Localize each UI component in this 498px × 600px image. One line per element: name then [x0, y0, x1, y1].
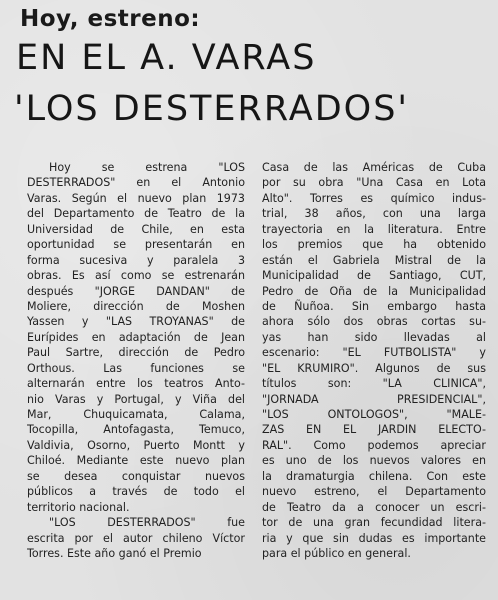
article-text-line: se desea conquistar nuevos [27, 469, 245, 483]
article-text-line: escenario: "EL FUTBOLISTA" y [262, 346, 486, 360]
article-text-line: Chiloé. Mediante este nuevo plan [27, 454, 245, 468]
headline-line-1: EN EL A. VARAS [16, 38, 317, 78]
article-text-line: territorio nacional. [27, 500, 130, 514]
article-text-line: ria y que sin dudas es importante [262, 531, 486, 545]
article-text-line: por su obra "Una Casa en Lota [262, 176, 486, 190]
article-text-line: "EL KRUMIRO". Algunos de sus [262, 361, 486, 375]
article-text-line: Moliere, dirección de Moshen [27, 299, 245, 313]
article-text-line: Universidad de Chile, en esta [27, 222, 245, 236]
article-text-line: Hoy se estrena "LOS [49, 161, 245, 174]
headline-line-2: 'LOS DESTERRADOS' [14, 89, 410, 129]
article-text-line: Municipalidad de Santiago, CUT, [262, 269, 486, 283]
article-text-line: "LOS DESTERRADOS" fue [49, 516, 245, 530]
article-text-line: Eurípides en adaptación de Jean [27, 330, 245, 344]
article-text-line: para el público en general. [262, 546, 411, 560]
article-text-line: Torres. Este año ganó el Premio [27, 546, 202, 560]
article-text-line: forma sucesiva y paralela 3 [27, 253, 245, 267]
article-column-left [27, 160, 245, 561]
kicker: Hoy, estreno: [20, 6, 201, 32]
article-text-line: oportunidad se presentarán en [27, 238, 245, 252]
article-text-line: Orthous. Las funciones se [27, 361, 245, 375]
article-text-line: están el Gabriela Mistral de la [262, 253, 486, 267]
article-text-line: Paul Sartre, dirección de Pedro [27, 346, 245, 360]
article-text-line: Casa de las Américas de Cuba [262, 161, 486, 174]
article-text-line: trial, 38 años, con una larga [262, 207, 486, 221]
article-text-line: de Ñuñoa. Sin embargo hasta [262, 299, 486, 313]
article-text-line: Yassen y "LAS TROYANAS" de [27, 315, 245, 329]
article-text-line: ahora sólo dos obras cortas su- [262, 315, 486, 329]
article-text-line: nuevo estreno, el Departamento [262, 485, 486, 499]
article-text-line: del Departamento de Teatro de la [27, 207, 245, 221]
article-text-line: es uno de los nuevos valores en [262, 454, 486, 468]
article-text-line: obras. Es así como se estrenarán [27, 269, 245, 283]
article-text-line: ZAS EN EL JARDIN ELECTO- [262, 423, 486, 437]
article-text-line: "JORNADA PRESIDENCIAL", [262, 392, 486, 406]
article-text-line: Alto". Torres es químico indus- [262, 191, 486, 205]
article-text-line: escrita por el autor chileno Víctor [27, 531, 245, 545]
article-text-line: los premios que ha obtenido [262, 238, 486, 252]
article-text-line: alternarán entre los teatros Anto- [27, 377, 245, 391]
article-text-line: la dramaturgia chilena. Con este [262, 469, 486, 483]
article-text-line: después "JORGE DANDAN" de [27, 284, 245, 298]
article-text-line: Pedro de Oña de la Municipalidad [262, 284, 486, 298]
article-text-line: Valdivia, Osorno, Puerto Montt y [27, 438, 245, 452]
article-text-line: Varas. Según el nuevo plan 1973 [27, 191, 245, 205]
article-text-line: yas han sido llevadas al [262, 330, 486, 344]
article-text-line: "LOS ONTOLOGOS", "MALE- [262, 408, 486, 421]
article-text-line: trayectoria en la literatura. Entre [262, 222, 486, 236]
article-text-line: públicos a través de todo el [27, 485, 245, 499]
article-text-line: RAL". Como podemos apreciar [262, 438, 486, 452]
article-column-right [262, 160, 486, 561]
article-text-line: nio Varas y Portugal, y Viña del [27, 392, 245, 406]
article-text-line: títulos son: "LA CLINICA", [262, 377, 486, 391]
article-text-line: DESTERRADOS" en el Antonio [27, 176, 245, 190]
article-text-line: de Teatro da a conocer un escri- [262, 500, 486, 514]
article-text-line: tor de una gran fecundidad litera- [262, 516, 486, 530]
article-text-line: Mar, Chuquicamata, Calama, [27, 408, 245, 421]
article-text-line: Tocopilla, Antofagasta, Temuco, [27, 423, 245, 437]
